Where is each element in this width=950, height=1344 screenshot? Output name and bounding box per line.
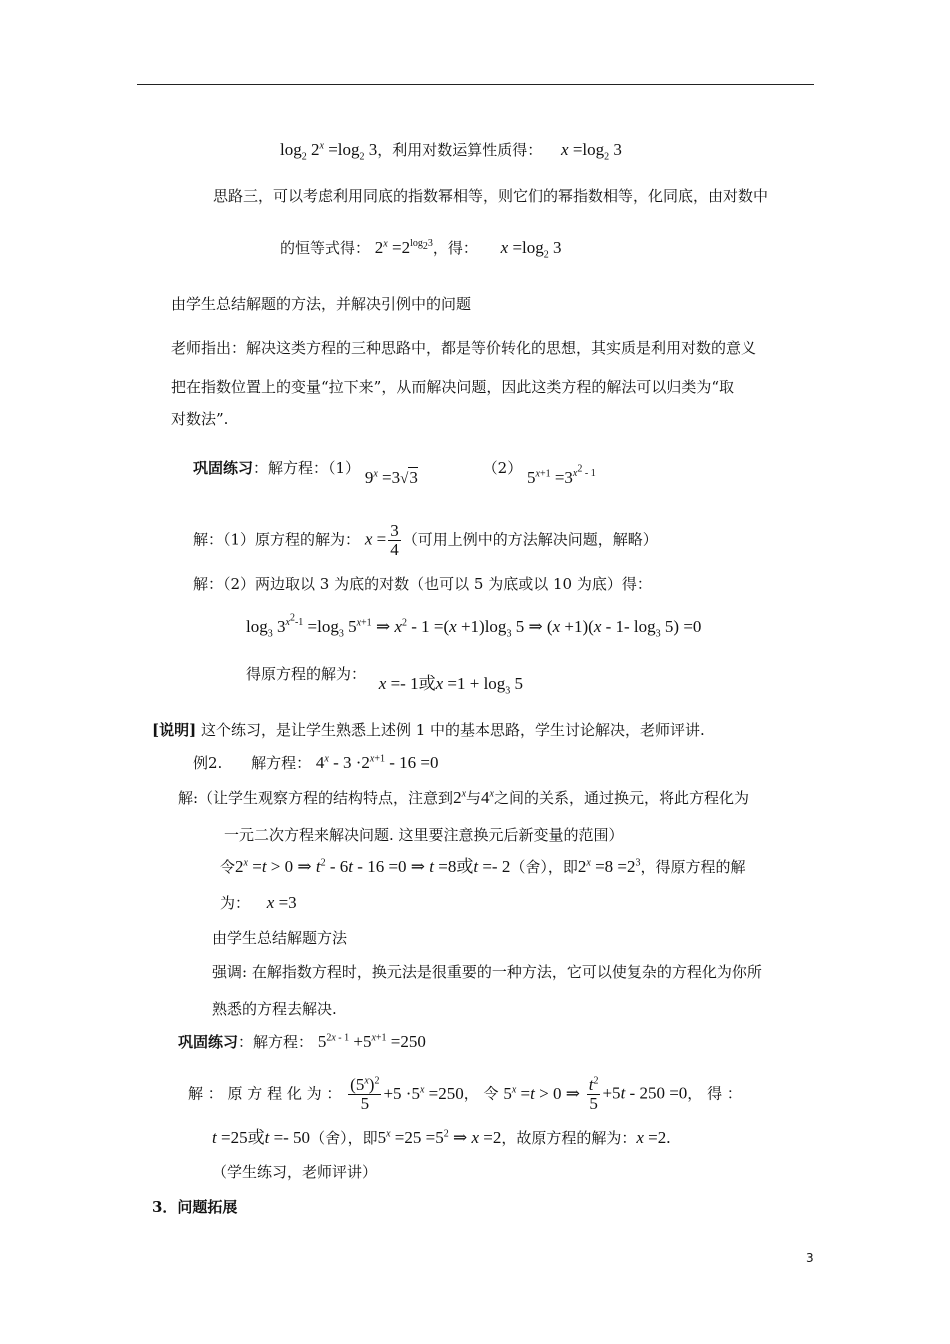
text-fragment: 解:（让学生观察方程的结构特点，注意到	[178, 789, 454, 807]
paragraph-line: 对数法”.	[171, 410, 229, 428]
solution-line: t =25或t =- 50（舍），即$5^x =25 =5^2$ ⇒ x =2，故原方程的解为：x =2.	[212, 1128, 671, 1147]
text-fragment: （舍），即	[310, 1129, 378, 1147]
paragraph-line: 把在指数位置上的变量“拉下来”，从而解决问题，因此这类方程的解法可以归类为“取	[171, 378, 735, 396]
paragraph-line: （学生练习，老师评讲）	[212, 1163, 378, 1181]
header-rule	[137, 84, 814, 85]
text-fragment: 得原方程的解为：	[246, 665, 367, 683]
paragraph-line: 一元二次方程来解决问题. 这里要注意换元后新变量的范围）	[224, 826, 624, 844]
solution-line: 解 ： 原 方 程 化 为 ： $\frac{(5^x)^2}{5}$ $+5 \cdot 5^x =250$， 令 $5^x =t > 0$ ⇒ $\frac{t^2}{5}$ +5t - 250 =0， 得 ：	[188, 1075, 742, 1113]
text-fragment: 为：	[220, 894, 251, 912]
text-fragment: （可用上例中的方法解决问题，解略）	[402, 530, 658, 549]
text-fragment: ：解方程：	[238, 1033, 314, 1051]
text-fragment: （2）	[482, 459, 523, 477]
solution-line: 令$2^x =t > 0$ ⇒ $t^2 - 6t - 16 =0$ ⇒ t =8或t =- 2（舍），即$2^x =8 =2^3$，得原方程的解	[220, 857, 746, 876]
equation-line-log: $\log_2 2^x =\log_2$ 3，利用对数运算性质得： $x =\log_2$ 3	[280, 140, 622, 163]
equation-line-identity: 的恒等式得： $2^x =2^{log_23}$，得： $x =\log_2$ 3	[280, 238, 562, 261]
practice-line: 巩固练习：解方程： $5^{2x - 1} +5^{x+1} =250$	[178, 1032, 426, 1051]
section-heading: 3．问题拓展	[152, 1198, 238, 1216]
note-label: [说明]	[152, 721, 197, 739]
text-fragment: ，利用对数运算性质得：	[377, 141, 543, 159]
paragraph-line: 思路三，可以考虑利用同底的指数幂相等，则它们的幂指数相等，化同底，由对数中	[213, 187, 769, 205]
practice-label: 巩固练习	[193, 459, 254, 477]
solution-line: 解：（1）原方程的解为： x = $\frac{3}{4}$ （可用上例中的方法解决问题，解略）	[193, 521, 658, 559]
solution-line: 解:（让学生观察方程的结构特点，注意到2$^x$与4$^x$之间的关系，通过换元，将此方程化为	[178, 788, 749, 807]
text-fragment: （舍），即	[510, 858, 578, 876]
text-fragment: ，得原方程的解	[640, 858, 746, 876]
equation-line-log3: $\log_3 3^{x^2-1} =\log_3$ $5^{x+1}$ ⇒ $x^2 - 1 =(x +1)\log_3$ 5 ⇒ (x +1)(x - 1- $\log_3 5) =0$	[246, 613, 702, 640]
page-number: 3	[806, 1251, 814, 1265]
paragraph-line: 强调: 在解指数方程时，换元法是很重要的一种方法，它可以使复杂的方程化为你所	[212, 963, 762, 981]
text-fragment: ，故原方程的解为：	[501, 1129, 637, 1147]
paragraph-line: 由学生总结解题方法	[212, 929, 348, 947]
note-line	[152, 720, 705, 740]
text-fragment: ，得：	[432, 239, 478, 257]
text-fragment: 解：（1）原方程的解为：	[193, 530, 361, 549]
text-fragment: ， 得 ：	[687, 1084, 742, 1103]
text-fragment: 之间的关系，通过换元，将此方程化为	[493, 789, 749, 807]
text-fragment: 与	[466, 789, 482, 807]
text-fragment: 解 ： 原 方 程 化 为 ：	[188, 1084, 342, 1103]
text-fragment: ：解方程：（1）	[253, 459, 361, 477]
solution-line: 解：（2）两边取以 3 为底的对数（也可以 5 为底或以 10 为底）得：	[193, 575, 652, 593]
text-fragment: 这个练习，是让学生熟悉上述例 1 中的基本思路，学生讨论解决，老师评讲.	[196, 721, 705, 739]
text-fragment: 令	[220, 858, 236, 876]
text-fragment: 的恒等式得：	[280, 239, 371, 257]
text-fragment: 解方程：	[251, 754, 312, 772]
text-fragment: ， 令	[463, 1084, 499, 1103]
example-line: 例2. 解方程： $4^x - 3 \cdot 2^{x+1} - 16 =0$	[193, 753, 439, 772]
practice-label: 巩固练习	[178, 1033, 239, 1051]
paragraph-line: 老师指出：解决这类方程的三种思路中，都是等价转化的思想，其实质是利用对数的意义	[171, 339, 757, 357]
example-label: 例2.	[193, 754, 223, 772]
paragraph-line: 熟悉的方程去解决.	[212, 1000, 337, 1018]
paragraph-line: 由学生总结解题的方法，并解决引例中的问题	[171, 295, 472, 313]
solution-line: 为： x =3	[220, 893, 297, 912]
practice-line: 巩固练习：解方程：（1） $9^x =3√3$ （2） $5^{x+1} =3^{x^2 - 1}$	[193, 459, 596, 487]
solution-line: 得原方程的解为： x =- 1或$x =1 + \log_3 5$	[246, 665, 524, 697]
